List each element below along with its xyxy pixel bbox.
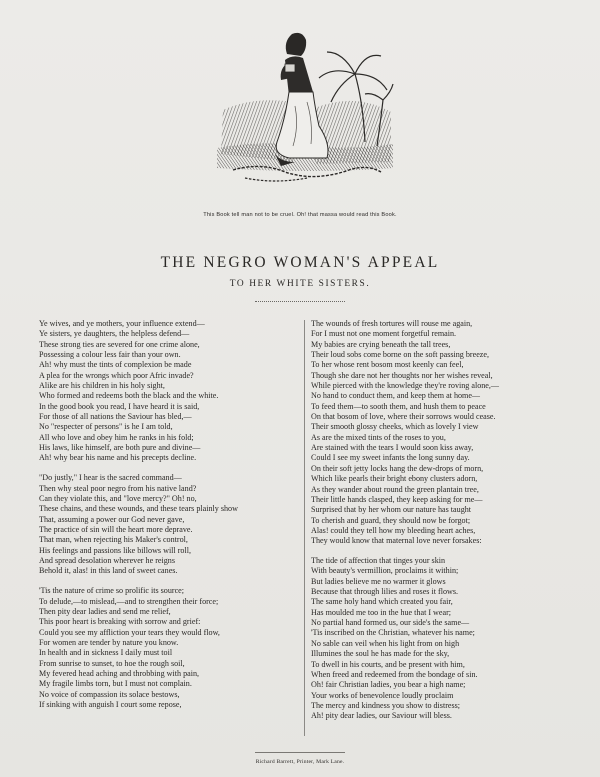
verse-line: Then why steal poor negro from his native land? (39, 483, 197, 493)
verse-line: Surprised that by her whom our nature has taught (311, 505, 472, 515)
verse-line: My fevered head aching and throbbing with pain, (39, 669, 200, 678)
kneeling-woman-engraving (215, 22, 395, 198)
verse-line: And spread desolation wherever he reigns (39, 556, 175, 566)
verse-line: The tide of affection that tinges your skin (311, 556, 446, 566)
verse-line: Possessing a colour less fair than your own. (39, 350, 181, 360)
verse-line: In the good book you read, I have heard it is said, (39, 401, 200, 411)
verse-line: In health and in sickness I daily must toil (39, 648, 173, 658)
verse-line: Ah! why bear his name and his precepts decline. (39, 453, 197, 463)
stanza (311, 556, 573, 722)
verse-line: The practice of sin will the heart more deprave. (39, 525, 193, 535)
verse-line: Could I see my sweet infants the long sunny day. (311, 453, 470, 463)
poem-column-right (311, 319, 573, 722)
verse-line: No voice of compassion its solace bestows, (39, 689, 180, 699)
verse-line: Could you see my affliction your tears they would flow, (39, 627, 220, 637)
verse-line: Their smooth glossy cheeks, which as lovely I view (311, 422, 479, 432)
verse-line: That man, when rejecting his Maker's control, (39, 535, 188, 545)
verse-line: But ladies believe me no warmer it glows (311, 576, 446, 586)
verse-line: Has moulded me too in the hue that I wear; (311, 607, 452, 617)
verse-line: My babies are crying beneath the tall trees, (311, 339, 451, 349)
verse-line: Then pity dear ladies and send me relief, (39, 606, 171, 616)
verse-line: If sinking with anguish I court some repose, (39, 700, 182, 710)
verse-line: While pierced with the knowledge they're roving alone,— (311, 381, 500, 391)
verse-line: 'Tis the nature of crime so prolific its source; (39, 586, 185, 596)
verse-line: His feelings and passions like billows will roll, (39, 545, 191, 555)
verse-line: Though she dare not her thoughts nor her wishes reveal, (311, 370, 493, 380)
verse-line: Ye wives, and ye mothers, your influence extend— (39, 319, 205, 328)
verse-line: Because that through lilies and roses it flows. (311, 587, 459, 597)
verse-line: Their little hands clasped, they keep asking for me— (311, 494, 483, 504)
poem-title: THE NEGRO WOMAN'S APPEAL (160, 254, 440, 271)
verse-line: To her whose rent bosom most keenly can feel, (311, 360, 464, 370)
printer-imprint: Richard Barrett, Printer, Mark Lane. (255, 759, 345, 765)
verse-line: The same holy hand which created you fair, (311, 597, 453, 607)
verse-line: On that bosom of love, where their sorrows would cease. (311, 412, 496, 422)
verse-line: The wounds of fresh tortures will rouse me again, (311, 319, 473, 328)
verse-line: To delude,—to mislead,—and to strengthen their force; (39, 596, 219, 606)
verse-line: Oh! fair Christian ladies, you bear a high name; (311, 680, 466, 690)
verse-line: When freed and redeemed from the bondage of sin. (311, 669, 478, 679)
verse-line: With beauty's vermillion, proclaims it within; (311, 566, 459, 576)
stanza (39, 319, 297, 464)
verse-line: Who formed and redeems both the black and the white. (39, 391, 219, 401)
verse-line: All who love and obey him he ranks in his fold; (39, 432, 194, 442)
verse-line: Ah! pity dear ladies, our Saviour will bless. (311, 711, 452, 721)
verse-line: Are stained with the tears I would soon kiss away, (311, 443, 474, 453)
stanza (311, 319, 573, 547)
poem-column-left (39, 319, 297, 710)
verse-line: For I must not one moment forgetful remain. (311, 329, 457, 339)
verse-line: No sable can veil when his light from on high (311, 638, 460, 648)
verse-line: Ye sisters, ye daughters, the helpless defend— (39, 329, 190, 339)
verse-line: For women are tender by nature you know. (39, 637, 179, 647)
stanza (39, 586, 297, 710)
verse-line: From sunrise to sunset, to hoe the rough soil, (39, 658, 185, 668)
verse-line: To dwell in his courts, and be present with him, (311, 659, 465, 669)
verse-line: Illumines the soul he has made for the sky, (311, 649, 450, 659)
verse-line: They would know that maternal love never forsakes: (311, 536, 482, 546)
illustration-caption: This Book tell man not to be cruel. Oh! that massa would read this Book. (203, 212, 397, 218)
verse-line: Behold it, alas! in this land of sweet canes. (39, 566, 178, 576)
verse-line: The mercy and kindness you show to distress; (311, 700, 461, 710)
footer-divider (255, 752, 345, 753)
verse-line: My fragile limbs torn, but I must not complain. (39, 679, 192, 689)
verse-line: To feed them—to sooth them, and hush them to peace (311, 401, 486, 411)
column-divider (304, 320, 305, 736)
title-divider (255, 301, 345, 302)
verse-line: For those of all nations the Saviour has bled,— (39, 412, 192, 422)
verse-line: These chains, and these wounds, and these tears plainly show (39, 504, 238, 514)
verse-line: Their loud sobs come borne on the soft passing breeze, (311, 350, 490, 360)
stanza (39, 473, 297, 576)
verse-line: That, assuming a power our God never gave, (39, 514, 185, 524)
verse-line: These strong ties are severed for one crime alone, (39, 339, 200, 349)
verse-line: Which like pearls their bright ebony clusters adorn, (311, 474, 478, 484)
verse-line: 'Tis inscribed on the Christian, whatever his name; (311, 628, 475, 638)
verse-line: No partial hand formed us, our side's the same— (311, 618, 470, 628)
verse-line: Your works of benevolence loudly proclaim (311, 690, 454, 700)
verse-line: Alike are his children in his holy sight, (39, 381, 165, 391)
verse-line: No hand to conduct them, and keep them at home— (311, 391, 481, 401)
verse-line: On their soft jetty locks hang the dew-drops of morn, (311, 463, 484, 473)
verse-line: To cherish and guard, they should now be forgot; (311, 515, 471, 525)
poem-subtitle: TO HER WHITE SISTERS. (229, 279, 371, 289)
verse-line: This poor heart is breaking with sorrow and grief: (39, 617, 201, 627)
verse-line: No "respecter of persons" is he I am told, (39, 422, 173, 432)
verse-line: As they wander about round the green plantain tree, (311, 484, 479, 494)
verse-line: Can they violate this, and "love mercy?" Oh! no, (39, 494, 197, 503)
verse-line: His laws, like himself, are both pure and divine— (39, 443, 201, 453)
verse-line: As are the mixed tints of the roses to you, (311, 432, 446, 442)
verse-line: Alas! could they tell how my bleeding heart aches, (311, 525, 476, 535)
verse-line: Ah! why must the tints of complexion be made (39, 360, 192, 370)
verse-line: "Do justly," I hear is the sacred command— (39, 473, 182, 483)
verse-line: A plea for the wrongs which poor Afric invade? (39, 370, 194, 380)
